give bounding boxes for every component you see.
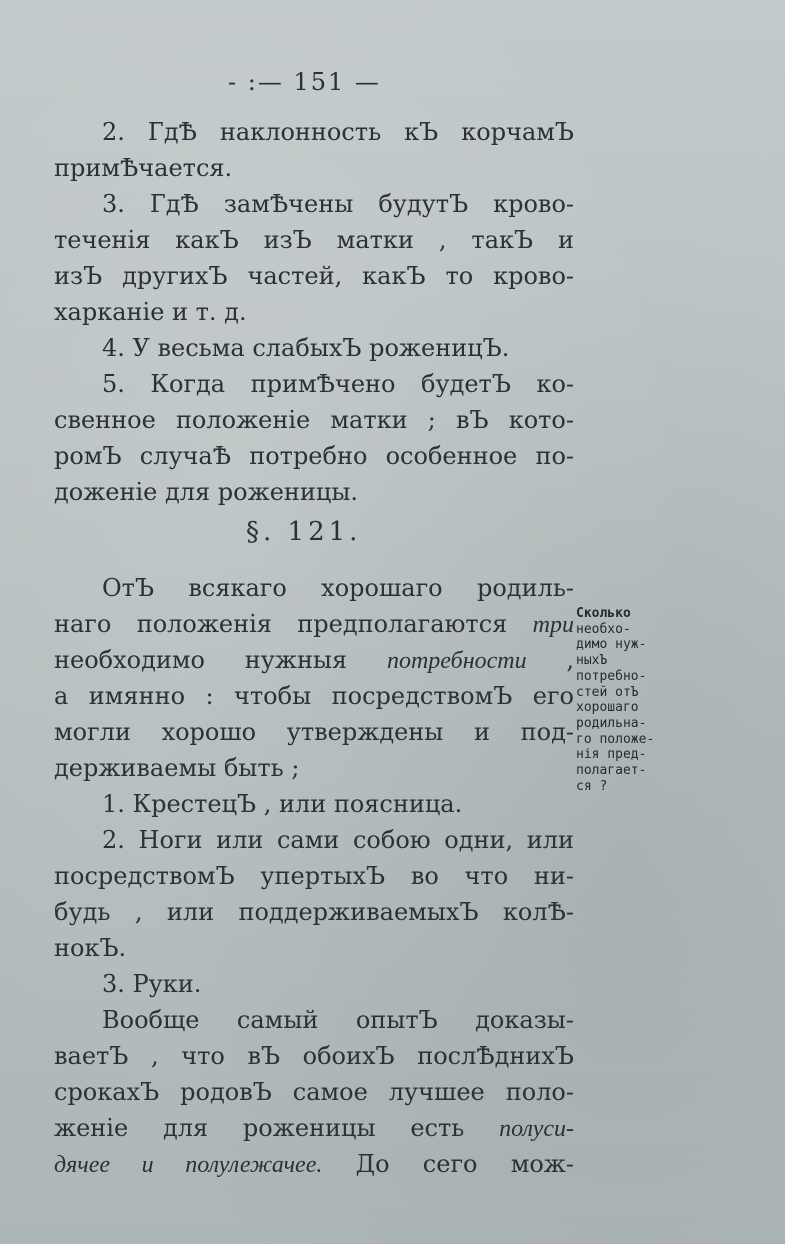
text-line: 3. ГдѢ замѢчены будутЪ крово- xyxy=(102,190,574,218)
text-line: 3. Руки. xyxy=(102,970,202,998)
text-line: 2. ГдѢ наклонность кЪ корчамЪ xyxy=(102,118,574,146)
text-line xyxy=(54,1148,574,1181)
text-span: необходимо нужныя xyxy=(54,646,387,674)
text-line: будь , или поддерживаемыхЪ колѢ- xyxy=(54,898,574,926)
margin-note-line: ся ? xyxy=(576,778,608,794)
text-line: ваетЪ , что вЪ обоихЪ послѢднихЪ xyxy=(54,1042,574,1070)
text-line: а имянно : чтобы посредствомЪ его xyxy=(54,682,574,710)
margin-note-line: нія пред- xyxy=(576,747,647,763)
italic-word: три xyxy=(532,612,574,638)
italic-word: потребности xyxy=(386,648,527,674)
text-line: изЪ другихЪ частей, какЪ то крово- xyxy=(54,262,574,290)
text-line: свенное положеніе матки ; вЪ кото- xyxy=(54,406,574,434)
text-span: До сего мож- xyxy=(355,1150,574,1178)
text-line: 2. Ноги или сами собою одни, или xyxy=(102,826,574,854)
text-line: доженіе для роженицы. xyxy=(54,478,359,506)
text-line: посредствомЪ упертыхЪ во что ни- xyxy=(54,862,574,890)
margin-note-line: димо нуж- xyxy=(576,637,647,653)
italic-word: полуси- xyxy=(499,1116,574,1142)
text-line: 5. Когда примѢчено будетЪ ко- xyxy=(102,370,574,398)
text-line: необходимо нужныя потребности , xyxy=(54,646,574,674)
page-number: - :— 151 — xyxy=(228,68,381,96)
text-line: Вообще самый опытЪ доказы- xyxy=(102,1006,574,1034)
margin-note-line: полагает- xyxy=(576,763,647,779)
text-line xyxy=(54,608,574,641)
text-line: нокЪ. xyxy=(54,934,127,962)
margin-note-line: стей отЪ xyxy=(576,684,639,700)
italic-word: дячее и полулежачее. xyxy=(54,1152,323,1178)
margin-note-line: хорошаго xyxy=(576,700,639,716)
margin-note-line: родильна- xyxy=(576,715,647,731)
text-line xyxy=(54,1112,574,1145)
text-span: наго положенія предполагаются xyxy=(54,610,533,638)
text-line: 1. КрестецЪ , или поясница. xyxy=(102,790,463,818)
margin-note-line: потребно- xyxy=(576,668,647,684)
text-line: ОтЪ всякаго хорошаго родиль- xyxy=(102,574,574,602)
margin-note-line: ныхЪ xyxy=(576,653,608,669)
text-line: ромЪ случаѢ потребно особенное по- xyxy=(54,442,574,470)
text-line: теченія какЪ изЪ матки , такЪ и xyxy=(54,226,574,254)
text-line: примѢчается. xyxy=(54,154,233,182)
text-span: женіе для роженицы есть xyxy=(54,1114,500,1142)
text-line: держиваемы быть ; xyxy=(54,754,300,782)
margin-note-line: Сколько xyxy=(576,606,631,621)
text-line: 4. У весьма слабыхЪ роженицЪ. xyxy=(102,334,510,362)
margin-note-line: необхо- xyxy=(576,621,631,637)
margin-note xyxy=(576,606,686,794)
margin-note-line: го положе- xyxy=(576,731,655,747)
section-heading: §. 121. xyxy=(246,517,362,547)
text-line: харканіе и т. д. xyxy=(54,298,247,326)
text-line: могли хорошо утверждены и под- xyxy=(54,718,574,746)
text-line: срокахЪ родовЪ самое лучшее поло- xyxy=(54,1078,574,1106)
